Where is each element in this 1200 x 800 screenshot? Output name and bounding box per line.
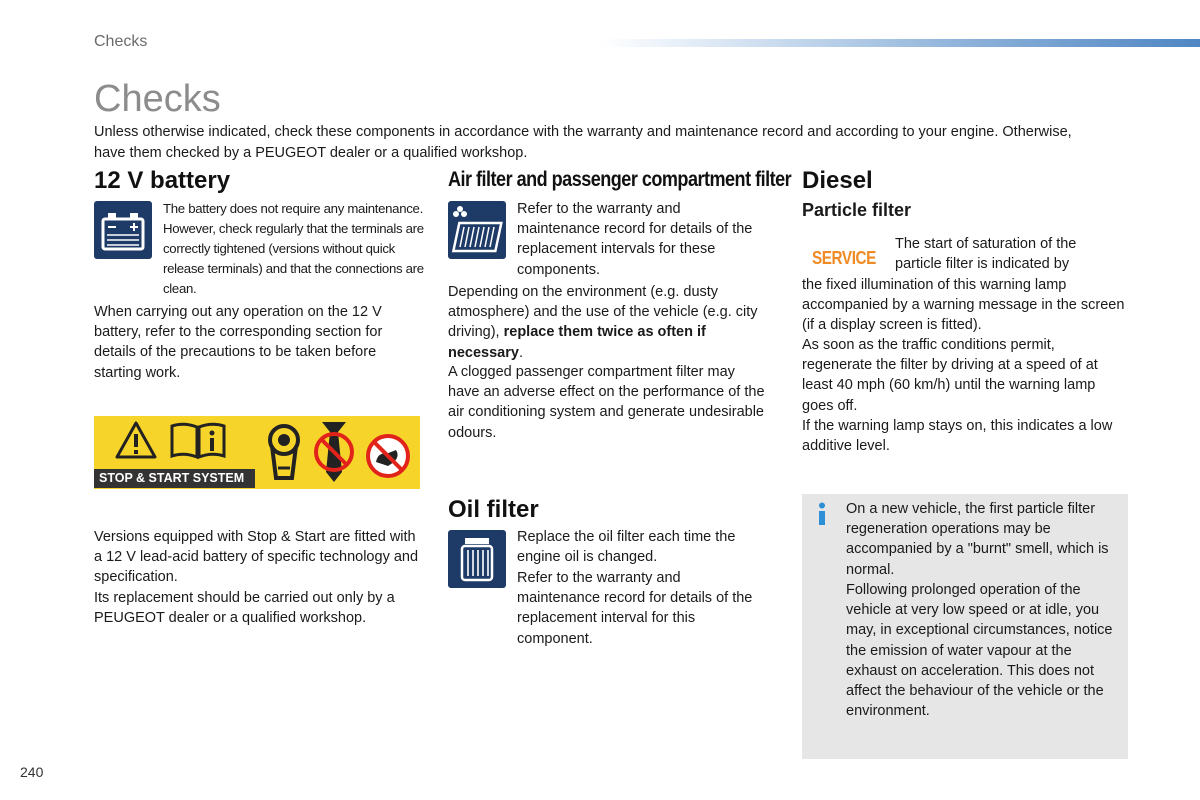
air-filter-emphasis: replace them twice as often if necessary: [448, 324, 706, 361]
particle-filter-heading: Particle filter: [802, 200, 912, 220]
particle-filter-regenerate-text: As soon as the traffic conditions permit, regenerate the filter by driving at a speed of at least 40 mph (60 km/h) until the warning lamp goes off.: [802, 337, 1098, 414]
particle-filter-lamp-text: the fixed illumination of this warning lamp accompanied by a warning message in the screen (if a display screen is fitted).: [802, 277, 1125, 334]
air-filter-icon: [448, 201, 506, 259]
oil-filter-icon: [448, 530, 506, 588]
header-gradient-bar: [600, 39, 1200, 47]
battery-maintenance-note: The battery does not require any maintenance. However, check regularly that the terminals are correctly tightened (versions without quick release terminals) and that the connections are clean.: [163, 201, 424, 296]
belt-pulley-icon: [266, 422, 302, 482]
particle-filter-saturation-text: The start of saturation of the particle filter is indicated by: [895, 236, 1077, 273]
oil-filter-heading: Oil filter: [448, 496, 539, 523]
page-title: Checks: [94, 78, 221, 120]
air-filter-environment-text: Depending on the environment (e.g. dusty atmosphere) and the use of the vehicle (e.g. city driving), replace them twice as often if necessary.: [448, 284, 758, 361]
page-number: 240: [20, 764, 44, 780]
info-note-box: [802, 494, 1128, 759]
battery-replacement-text: Its replacement should be carried out only by a PEUGEOT dealer or a qualified workshop.: [94, 590, 395, 627]
battery-precautions-text: When carrying out any operation on the 12 V battery, refer to the corresponding section for details of the precautions to be taken before starting work.: [94, 304, 383, 381]
battery-heading: 12 V battery: [94, 167, 231, 194]
additive-level-text: If the warning lamp stays on, this indicates a low additive level.: [802, 418, 1113, 455]
info-icon: [816, 502, 828, 526]
battery-icon: [94, 201, 152, 259]
stop-start-battery-text: Versions equipped with Stop & Start are fitted with a 12 V lead-acid battery of specific technology and specification.: [94, 529, 419, 586]
diesel-heading: Diesel: [802, 167, 873, 194]
cabin-filter-clogged-text: A clogged passenger compartment filter may have an adverse effect on the performance of the air conditioning system and generate undesirable odours.: [448, 364, 765, 441]
manual-book-icon: [168, 420, 228, 460]
running-header: Checks: [94, 33, 148, 50]
service-warning-lamp-icon: SERVICE: [812, 248, 876, 268]
no-tie-icon: [312, 418, 356, 486]
no-hands-icon: [364, 432, 412, 480]
stop-start-system-label: STOP & START SYSTEM: [94, 469, 255, 488]
info-water-vapour-text: Following prolonged operation of the vehicle at very low speed or at idle, you may, in exceptional circumstances, notice the emission of water vapour at the exhaust on acceleration. This does not affect the behaviour of the vehicle or the environment.: [846, 582, 1113, 720]
info-burnt-smell-text: On a new vehicle, the first particle filter regeneration operations may be accompanied by a "burnt" smell, which is normal.: [846, 501, 1109, 578]
oil-filter-interval-text: Refer to the warranty and maintenance record for details of the replacement interval for this component.: [517, 570, 753, 647]
oil-filter-change-text: Replace the oil filter each time the engine oil is changed.: [517, 529, 736, 566]
air-filter-interval-text: Refer to the warranty and maintenance record for details of the replacement intervals for these components.: [517, 201, 753, 278]
warning-triangle-icon: [114, 420, 158, 460]
intro-text: Unless otherwise indicated, check these components in accordance with the warranty and maintenance record and according to your engine. Otherwise, have them checked by a PEUGEOT dealer or a qualified workshop.: [94, 124, 1072, 161]
air-filter-heading: Air filter and passenger compartment filter: [448, 168, 792, 191]
